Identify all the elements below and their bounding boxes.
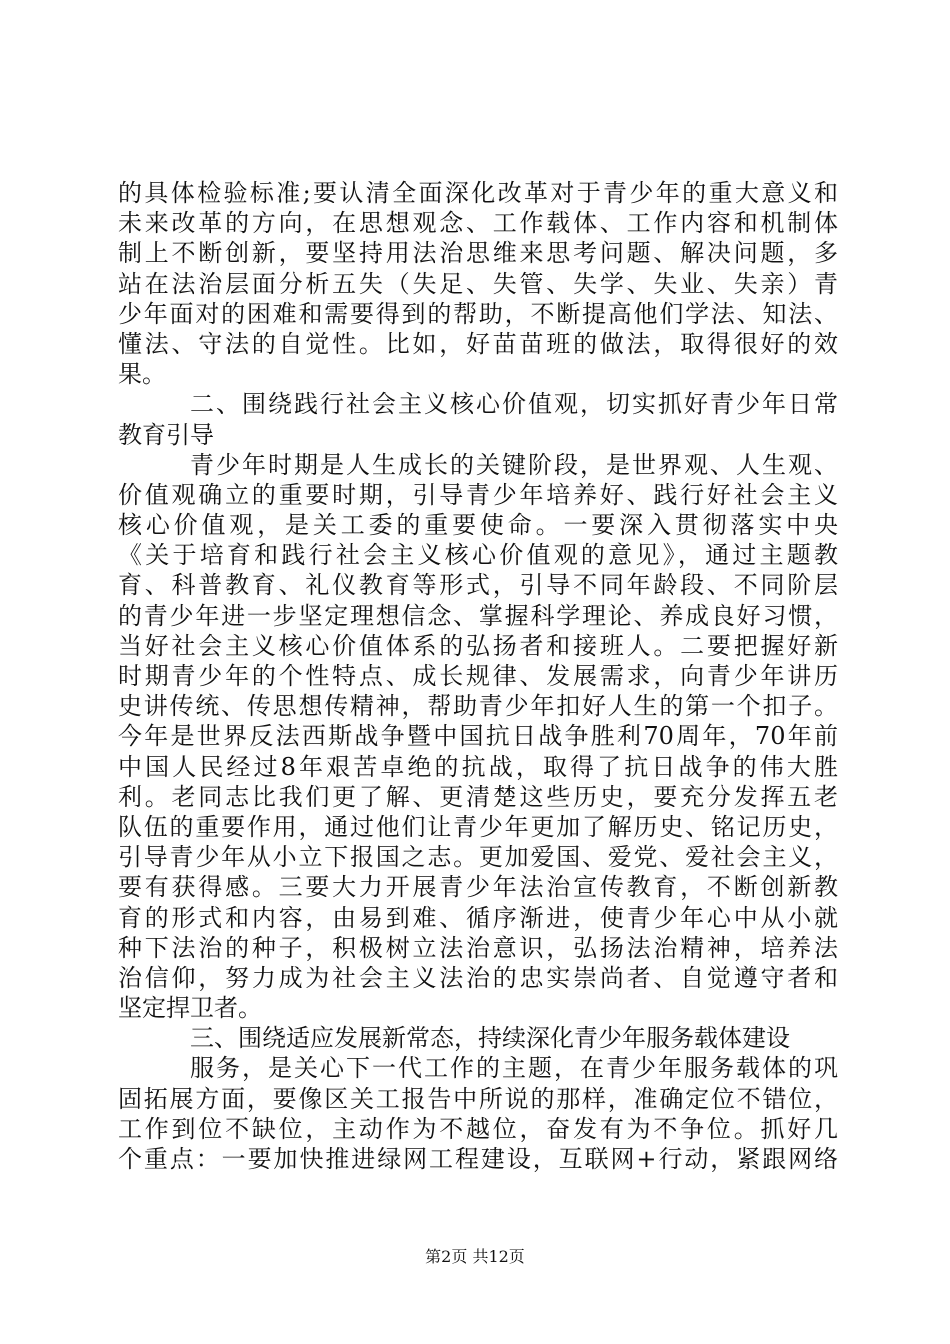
text-line: 的青少年进一步坚定理想信念、掌握科学理论、养成良好习惯， <box>118 601 838 630</box>
text-line: 《关于培育和践行社会主义核心价值观的意见》，通过主题教 <box>118 541 838 570</box>
body-text <box>118 178 838 1174</box>
text-line: 要有获得感。三要大力开展青少年法治宣传教育，不断创新教 <box>118 873 838 902</box>
text-line: 育的形式和内容，由易到难、循序渐进，使青少年心中从小就 <box>118 903 838 932</box>
text-line: 史讲传统、传思想传精神，帮助青少年扣好人生的第一个扣子。 <box>118 692 838 721</box>
page-number-footer: 第2页 共12页 <box>425 1247 525 1266</box>
text-line: 站在法治层面分析五失（失足、失管、失学、失业、失亲）青 <box>118 269 838 298</box>
text-line: 今年是世界反法西斯战争暨中国抗日战争胜利70周年，70年前 <box>118 722 838 751</box>
section-heading: 三、围绕适应发展新常态，持续深化青少年服务载体建设 <box>190 1024 790 1053</box>
section-heading: 二、围绕践行社会主义核心价值观，切实抓好青少年日常 <box>190 390 838 419</box>
section-heading: 教育引导 <box>118 420 214 449</box>
text-line: 价值观确立的重要时期，引导青少年培养好、践行好社会主义 <box>118 480 838 509</box>
text-line: 时期青少年的个性特点、成长规律、发展需求，向青少年讲历 <box>118 662 838 690</box>
text-line: 队伍的重要作用，通过他们让青少年更加了解历史、铭记历史， <box>118 812 838 841</box>
text-line: 当好社会主义核心价值体系的弘扬者和接班人。二要把握好新 <box>118 631 838 660</box>
text-line: 青少年时期是人生成长的关键阶段，是世界观、人生观、 <box>190 450 838 479</box>
text-line: 固拓展方面，要像区关工报告中所说的那样，准确定位不错位， <box>118 1084 838 1113</box>
text-line: 种下法治的种子，积极树立法治意识，弘扬法治精神，培养法 <box>118 933 838 962</box>
text-line: 服务，是关心下一代工作的主题，在青少年服务载体的巩 <box>190 1054 838 1083</box>
text-line: 引导青少年从小立下报国之志。更加爱国、爱党、爱社会主义， <box>118 843 838 872</box>
text-line: 利。老同志比我们更了解、更清楚这些历史，要充分发挥五老 <box>118 782 838 811</box>
text-line: 果。 <box>118 360 166 389</box>
text-line: 工作到位不缺位，主动作为不越位，奋发有为不争位。抓好几 <box>118 1114 838 1143</box>
text-line: 制上不断创新，要坚持用法治思维来思考问题、解决问题，多 <box>118 239 838 268</box>
text-line: 治信仰，努力成为社会主义法治的忠实崇尚者、自觉遵守者和 <box>118 963 838 992</box>
text-line: 懂法、守法的自觉性。比如，好苗苗班的做法，取得很好的效 <box>118 329 838 358</box>
text-line: 育、科普教育、礼仪教育等形式，引导不同年龄段、不同阶层 <box>118 571 838 600</box>
text-line: 中国人民经过8年艰苦卓绝的抗战，取得了抗日战争的伟大胜 <box>118 752 838 781</box>
text-line: 的具体检验标准;要认清全面深化改革对于青少年的重大意义和 <box>118 179 838 207</box>
text-line: 少年面对的困难和需要得到的帮助，不断提高他们学法、知法、 <box>118 299 838 328</box>
text-line: 个重点：一要加快推进绿网工程建设，互联网+行动，紧跟网络 <box>118 1145 838 1173</box>
text-line: 未来改革的方向，在思想观念、工作载体、工作内容和机制体 <box>118 209 838 238</box>
text-line: 核心价值观，是关工委的重要使命。一要深入贯彻落实中央 <box>118 511 838 540</box>
text-line: 坚定捍卫者。 <box>118 994 262 1023</box>
